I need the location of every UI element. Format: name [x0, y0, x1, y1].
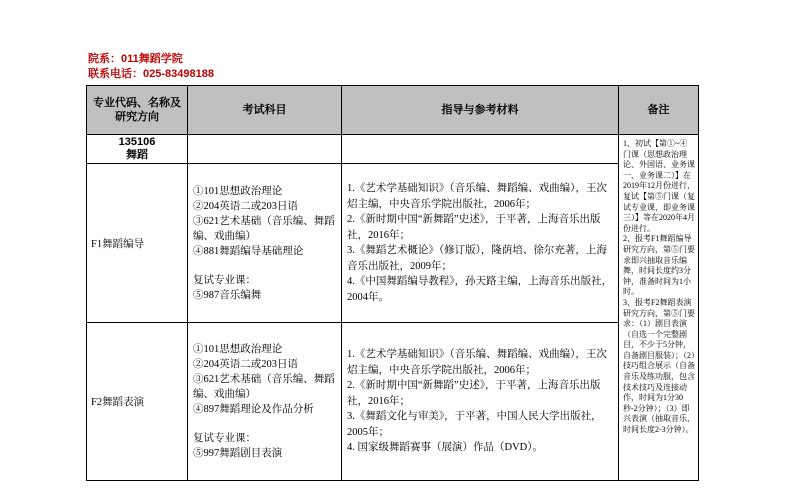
reference-item: 1.《艺术学基础知识》（音乐编、舞蹈编、戏曲编），王次炤主编，中央音乐学院出版社，2006年；: [347, 349, 607, 376]
subject-item: ②204英语二或203日语: [193, 200, 298, 212]
header-references: 指导与参考材料: [342, 86, 619, 135]
direction-label-f1: F1舞蹈编导: [87, 164, 188, 323]
retest-label: 复试专业课：: [193, 433, 256, 444]
reference-item: 2.《新时期中国“新舞蹈”史述》，于平著，上海音乐出版社，2016年；: [347, 214, 601, 241]
department-line: 院系：011舞蹈学院: [88, 53, 183, 65]
references-cell-f1: [342, 164, 619, 323]
blank-line: [193, 259, 337, 273]
retest-subject: ⑤997舞蹈剧目表演: [193, 448, 283, 459]
retest-subject: ⑤987音乐编舞: [193, 289, 262, 301]
empty-references-cell: [342, 135, 619, 164]
reference-item: 1.《艺术学基础知识》（音乐编、舞蹈编、戏曲编），王次炤主编，中央音乐学院出版社，2006年；: [347, 183, 607, 210]
subjects-cell-f1: [188, 164, 342, 323]
header-notes: 备注: [619, 86, 699, 135]
reference-item: 2.《新时期中国“新舞蹈”史述》，于平著，上海音乐出版社，2016年；: [347, 380, 601, 407]
note-item: 1、初试【第①~④门课（思想政治理论、外国语、业务课一、业务课二）】在2019年12月份进行，复试【第⑤门课（复试专业课，即业务课三）】等在2020年4月份进行。: [623, 139, 695, 233]
contact-info-block: [88, 52, 214, 82]
program-code: 135106: [118, 136, 156, 148]
header-program-code: 专业代码、名称及研究方向: [87, 86, 188, 135]
subjects-cell-f2: [188, 323, 342, 481]
table-row-f1: [87, 164, 699, 323]
direction-label-f2: F2舞蹈表演: [87, 323, 188, 481]
notes-cell: [619, 135, 699, 481]
note-item: 3、报考F2舞蹈表演研究方向，第⑤门要求：（1）剧目表演（自选一个完整剧目，不少于5分钟，自备剧目服装）；（2）技巧组合展示（自备音乐及练功服，包含技术技巧及连接动作，时间为1分30秒-2分钟）；（3）即兴表演（抽取音乐，时间长度2-3分钟）。: [623, 297, 695, 435]
subject-item: ③621艺术基础（音乐编、舞蹈编、戏曲编）: [193, 215, 335, 242]
phone-line: 联系电话：025-83498188: [88, 68, 214, 80]
reference-item: 3.《舞蹈文化与审美》，于平著，中国人民大学出版社，2005年；: [347, 411, 602, 438]
table-row-f2: [87, 323, 699, 481]
program-name: 舞蹈: [126, 149, 148, 161]
subject-item: ④897舞蹈理论及作品分析: [193, 404, 314, 415]
subject-item: ③621艺术基础（音乐编、舞蹈编、戏曲编）: [193, 374, 335, 400]
admissions-table: [86, 85, 699, 481]
header-exam-subjects: 考试科目: [188, 86, 342, 135]
table-header-row: [87, 86, 699, 135]
empty-subjects-cell: [188, 135, 342, 164]
subject-item: ①101思想政治理论: [193, 344, 283, 355]
references-cell-f2: [342, 323, 619, 481]
reference-item: 4.《中国舞蹈编导教程》，孙天路主编，上海音乐出版社，2004年。: [347, 276, 613, 303]
subject-item: ②204英语二或203日语: [193, 359, 298, 370]
note-item: 2、报考F1舞蹈编导研究方向，第⑤门要求即兴抽取音乐编舞，时间长度约3分钟，准备时间为1小时。: [623, 234, 695, 297]
retest-label: 复试专业课：: [193, 274, 256, 286]
subject-item: ①101思想政治理论: [193, 185, 283, 197]
reference-item: 3.《舞蹈艺术概论》（修订版），隆荫培、徐尔充著，上海音乐出版社，2009年；: [347, 245, 607, 272]
program-code-cell: [87, 135, 188, 164]
subject-item: ④881舞蹈编导基础理论: [193, 245, 304, 257]
program-code-row: [87, 135, 699, 164]
blank-line: [193, 417, 337, 431]
reference-item: 4. 国家级舞蹈赛事（展演）作品（DVD）。: [347, 442, 543, 454]
